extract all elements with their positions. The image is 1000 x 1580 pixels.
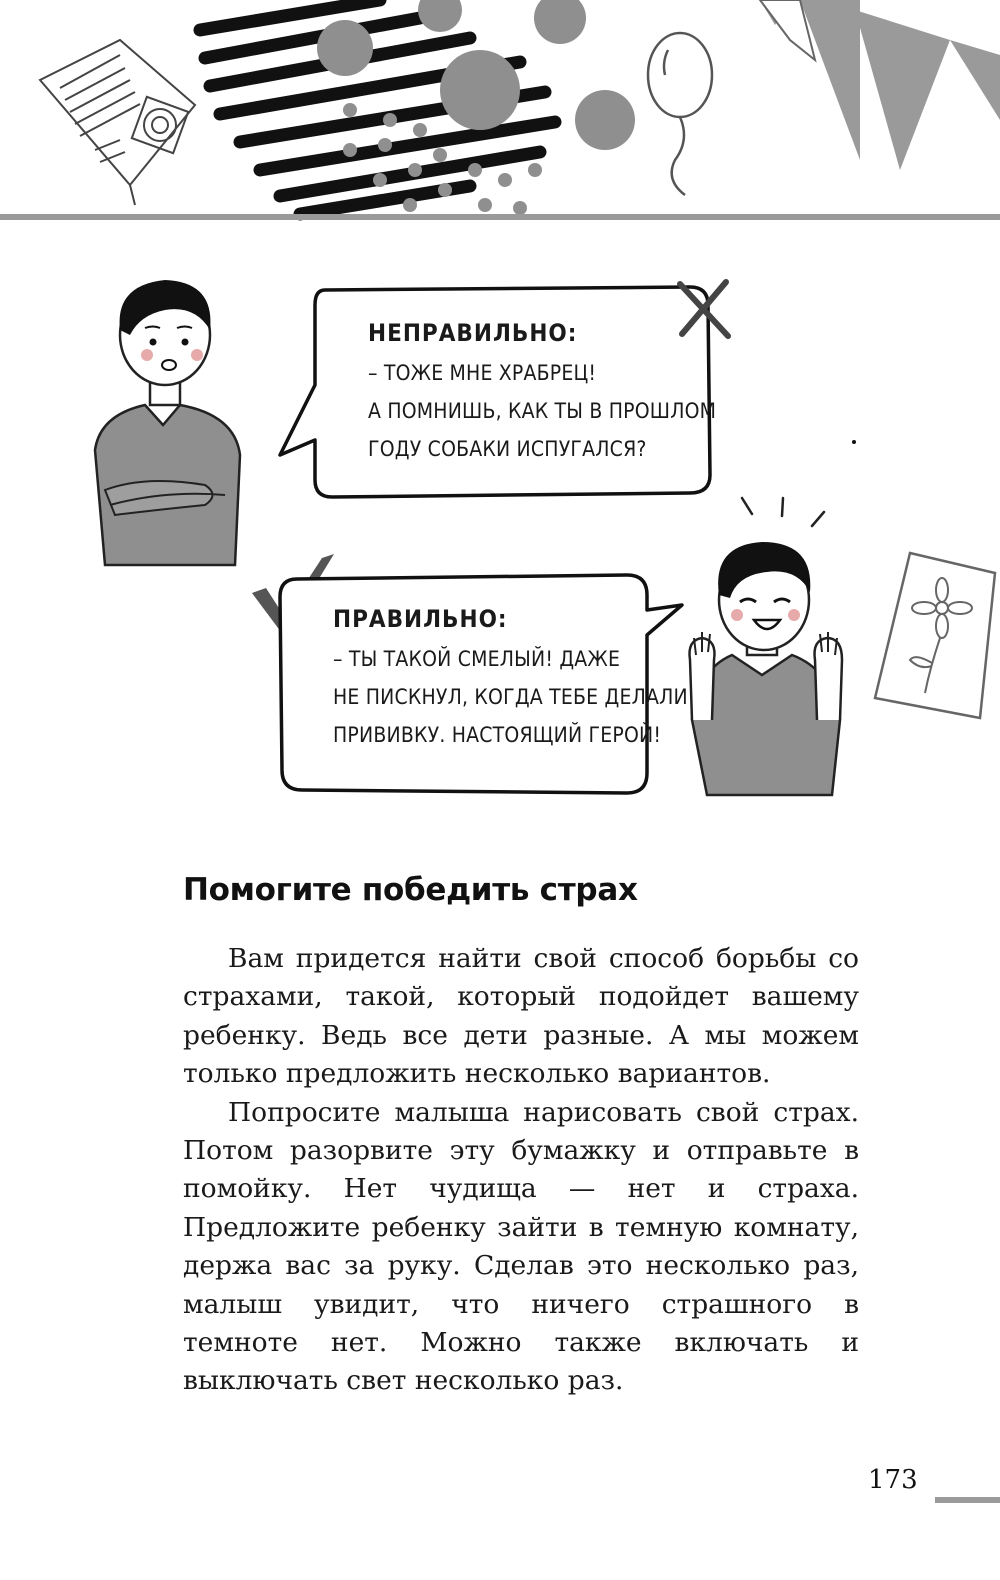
speck — [852, 440, 856, 444]
bubble-right-line: – ТЫ ТАКОЙ СМЕЛЫЙ! ДАЖЕ — [333, 647, 621, 671]
balloon-doodle — [648, 33, 712, 195]
flower-drawing-doodle — [870, 548, 1000, 723]
open-book-doodle — [40, 40, 195, 205]
decorative-banner — [0, 0, 1000, 230]
bubble-wrong-text — [368, 314, 716, 468]
bubble-right-text — [333, 600, 688, 754]
bubble-right-title: ПРАВИЛЬНО: — [333, 605, 508, 633]
bubble-wrong-line: А ПОМНИШЬ, КАК ТЫ В ПРОШЛОМ — [368, 399, 717, 423]
boy-happy-hands-up-illustration — [682, 520, 857, 805]
bubble-right-line: ПРИВИВКУ. НАСТОЯЩИЙ ГЕРОЙ! — [333, 723, 662, 747]
bubble-wrong-title: НЕПРАВИЛЬНО: — [368, 319, 578, 347]
paragraph: Вам придется найти свой способ борьбы со страхами, такой, который подойдет вашему ребенку. Ведь все дети разные. А мы можем только предложить несколько вариантов. — [183, 943, 859, 1090]
body-text — [183, 940, 859, 1401]
bubble-wrong-line: – ТОЖЕ МНЕ ХРАБРЕЦ! — [368, 361, 597, 385]
bubble-right-line: НЕ ПИСКНУЛ, КОГДА ТЕБЕ ДЕЛАЛИ — [333, 685, 688, 709]
pennant-garland — [760, 0, 1000, 170]
boy-arms-crossed-illustration — [85, 270, 255, 575]
paragraph: Попросите малыша нарисовать свой страх. Потом разорвите эту бумажку и отправьте в помойку. Нет чудища — нет и страха. Предложите ребенку зайти в темную комнату, держа вас за руку. Сделав это несколько раз, малыш увидит, что ничего страшного в темноте нет. Можно также включать и выключать свет несколько раз. — [183, 1096, 859, 1397]
page-number-bar — [935, 1497, 1000, 1503]
bubble-wrong-line: ГОДУ СОБАКИ ИСПУГАЛСЯ? — [368, 437, 647, 461]
section-heading: Помогите победить страх — [183, 872, 638, 908]
banner-divider — [0, 214, 1000, 220]
page-number: 173 — [868, 1465, 918, 1495]
